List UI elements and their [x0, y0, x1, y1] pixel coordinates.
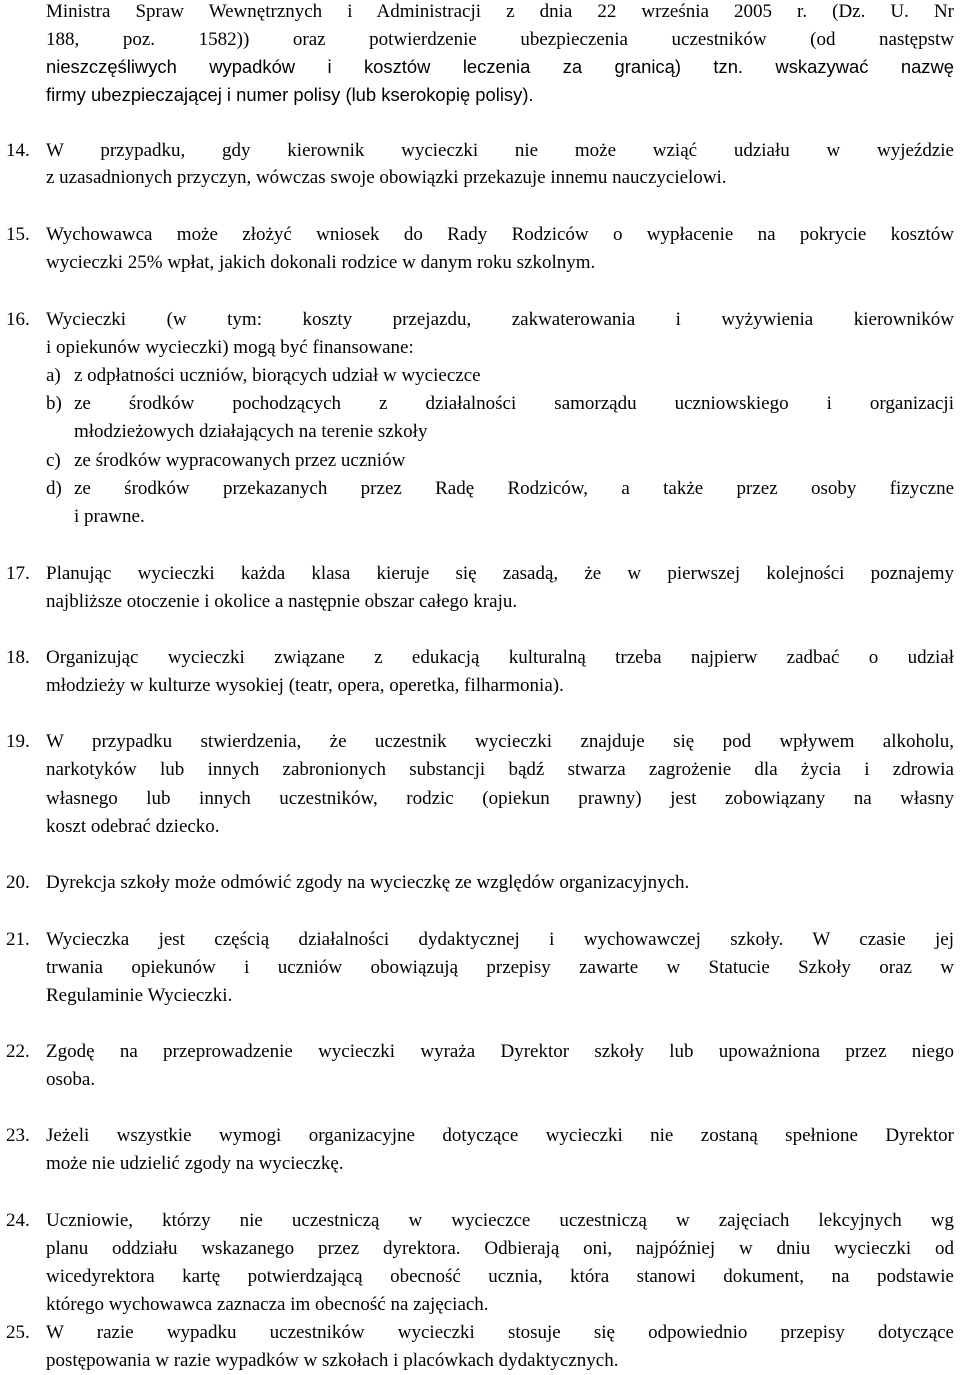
item-number: 15. — [6, 224, 30, 245]
text-line: trwania opiekunów i uczniów obowiązują przepisy zawarte w Statucie Szkoły oraz w — [46, 957, 954, 978]
text-line: koszt odebrać dziecko. — [46, 816, 220, 837]
text-line: wycieczki 25% wpłat, jakich dokonali rodzice w danym roku szkolnym. — [46, 252, 596, 273]
text-line: Planując wycieczki każda klasa kieruje się zasadą, że w pierwszej kolejności poznajemy — [46, 563, 954, 584]
text-line: własnego lub innych uczestników, rodzic (opiekun prawny) jest zobowiązany na własny — [46, 788, 954, 809]
text-line: którego wychowawca zaznacza im obecność na zajęciach. — [46, 1294, 489, 1315]
item-number: 18. — [6, 647, 30, 668]
subitem-label: b) — [46, 393, 62, 414]
text-line: 188, poz. 1582)) oraz potwierdzenie ubezpieczenia uczestników (od następstw — [46, 29, 954, 50]
text-line: Wycieczki (w tym: koszty przejazdu, zakwaterowania i wyżywienia kierowników — [46, 309, 954, 330]
text-line: Organizując wycieczki związane z edukacją kulturalną trzeba najpierw zadbać o udział — [46, 647, 954, 668]
item-number: 24. — [6, 1210, 30, 1231]
text-line: ze środków przekazanych przez Radę Rodziców, a także przez osoby fizyczne — [74, 478, 954, 499]
text-line: Wychowawca może złożyć wniosek do Rady Rodziców o wypłacenie na pokrycie kosztów — [46, 224, 954, 245]
text-line: Uczniowie, którzy nie uczestniczą w wycieczce uczestniczą w zajęciach lekcyjnych wg — [46, 1210, 954, 1231]
text-line: Jeżeli wszystkie wymogi organizacyjne dotyczące wycieczki nie zostaną spełnione Dyrektor — [46, 1125, 954, 1146]
text-line: W razie wypadku uczestników wycieczki stosuje się odpowiednio przepisy dotyczące — [46, 1322, 954, 1343]
text-line: osoba. — [46, 1069, 96, 1090]
text-line: planu oddziału wskazanego przez dyrektora. Odbierają oni, najpóźniej w dniu wycieczki od — [46, 1238, 954, 1259]
item-number: 14. — [6, 140, 30, 161]
text-line: młodzieżowych działających na terenie szkoły — [74, 421, 428, 442]
text-line: młodzieży w kulturze wysokiej (teatr, opera, operetka, filharmonia). — [46, 675, 564, 696]
subitem-label: a) — [46, 365, 61, 386]
subitem-label: c) — [46, 450, 61, 471]
text-line: z uzasadnionych przyczyn, wówczas swoje obowiązki przekazuje innemu nauczycielowi. — [46, 167, 727, 188]
text-line: z odpłatności uczniów, biorących udział w wycieczce — [74, 365, 481, 386]
text-line: Ministra Spraw Wewnętrznych i Administracji z dnia 22 września 2005 r. (Dz. U. Nr — [46, 1, 954, 22]
text-line: Wycieczka jest częścią działalności dydaktycznej i wychowawczej szkoły. W czasie jej — [46, 929, 954, 950]
item-number: 20. — [6, 872, 30, 893]
text-line: i prawne. — [74, 506, 145, 527]
text-line: ze środków pochodzących z działalności samorządu uczniowskiego i organizacji — [74, 393, 954, 414]
item-number: 19. — [6, 731, 30, 752]
text-line: Zgodę na przeprowadzenie wycieczki wyraża Dyrektor szkoły lub upoważniona przez niego — [46, 1041, 954, 1062]
text-line: nieszczęśliwych wypadków i kosztów leczenia za granicą) tzn. wskazywać nazwę — [46, 56, 954, 77]
text-line: najbliższe otoczenie i okolice a następnie obszar całego kraju. — [46, 591, 518, 612]
item-number: 16. — [6, 309, 30, 330]
text-line: W przypadku stwierdzenia, że uczestnik wycieczki znajduje się pod wpływem alkoholu, — [46, 731, 954, 752]
item-number: 17. — [6, 563, 30, 584]
text-line: ze środków wypracowanych przez uczniów — [74, 450, 406, 471]
subitem-label: d) — [46, 478, 62, 499]
item-number: 25. — [6, 1322, 30, 1343]
text-line: Dyrekcja szkoły może odmówić zgody na wycieczkę ze względów organizacyjnych. — [46, 872, 690, 893]
item-number: 22. — [6, 1041, 30, 1062]
text-line: i opiekunów wycieczki) mogą być finansowane: — [46, 337, 414, 358]
text-line: Regulaminie Wycieczki. — [46, 985, 233, 1006]
text-line: może nie udzielić zgody na wycieczkę. — [46, 1153, 344, 1174]
text-line: narkotyków lub innych zabronionych substancji bądź stwarza zagrożenie dla życia i zdrowia — [46, 759, 954, 780]
item-number: 21. — [6, 929, 30, 950]
text-line: firmy ubezpieczającej i numer polisy (lub kserokopię polisy). — [46, 84, 534, 105]
item-number: 23. — [6, 1125, 30, 1146]
text-line: postępowania w razie wypadków w szkołach i placówkach dydaktycznych. — [46, 1350, 619, 1371]
text-line: wicedyrektora kartę potwierdzającą obecność ucznia, która stanowi dokument, na podstawie — [46, 1266, 954, 1287]
text-line: W przypadku, gdy kierownik wycieczki nie może wziąć udziału w wyjeździe — [46, 140, 954, 161]
